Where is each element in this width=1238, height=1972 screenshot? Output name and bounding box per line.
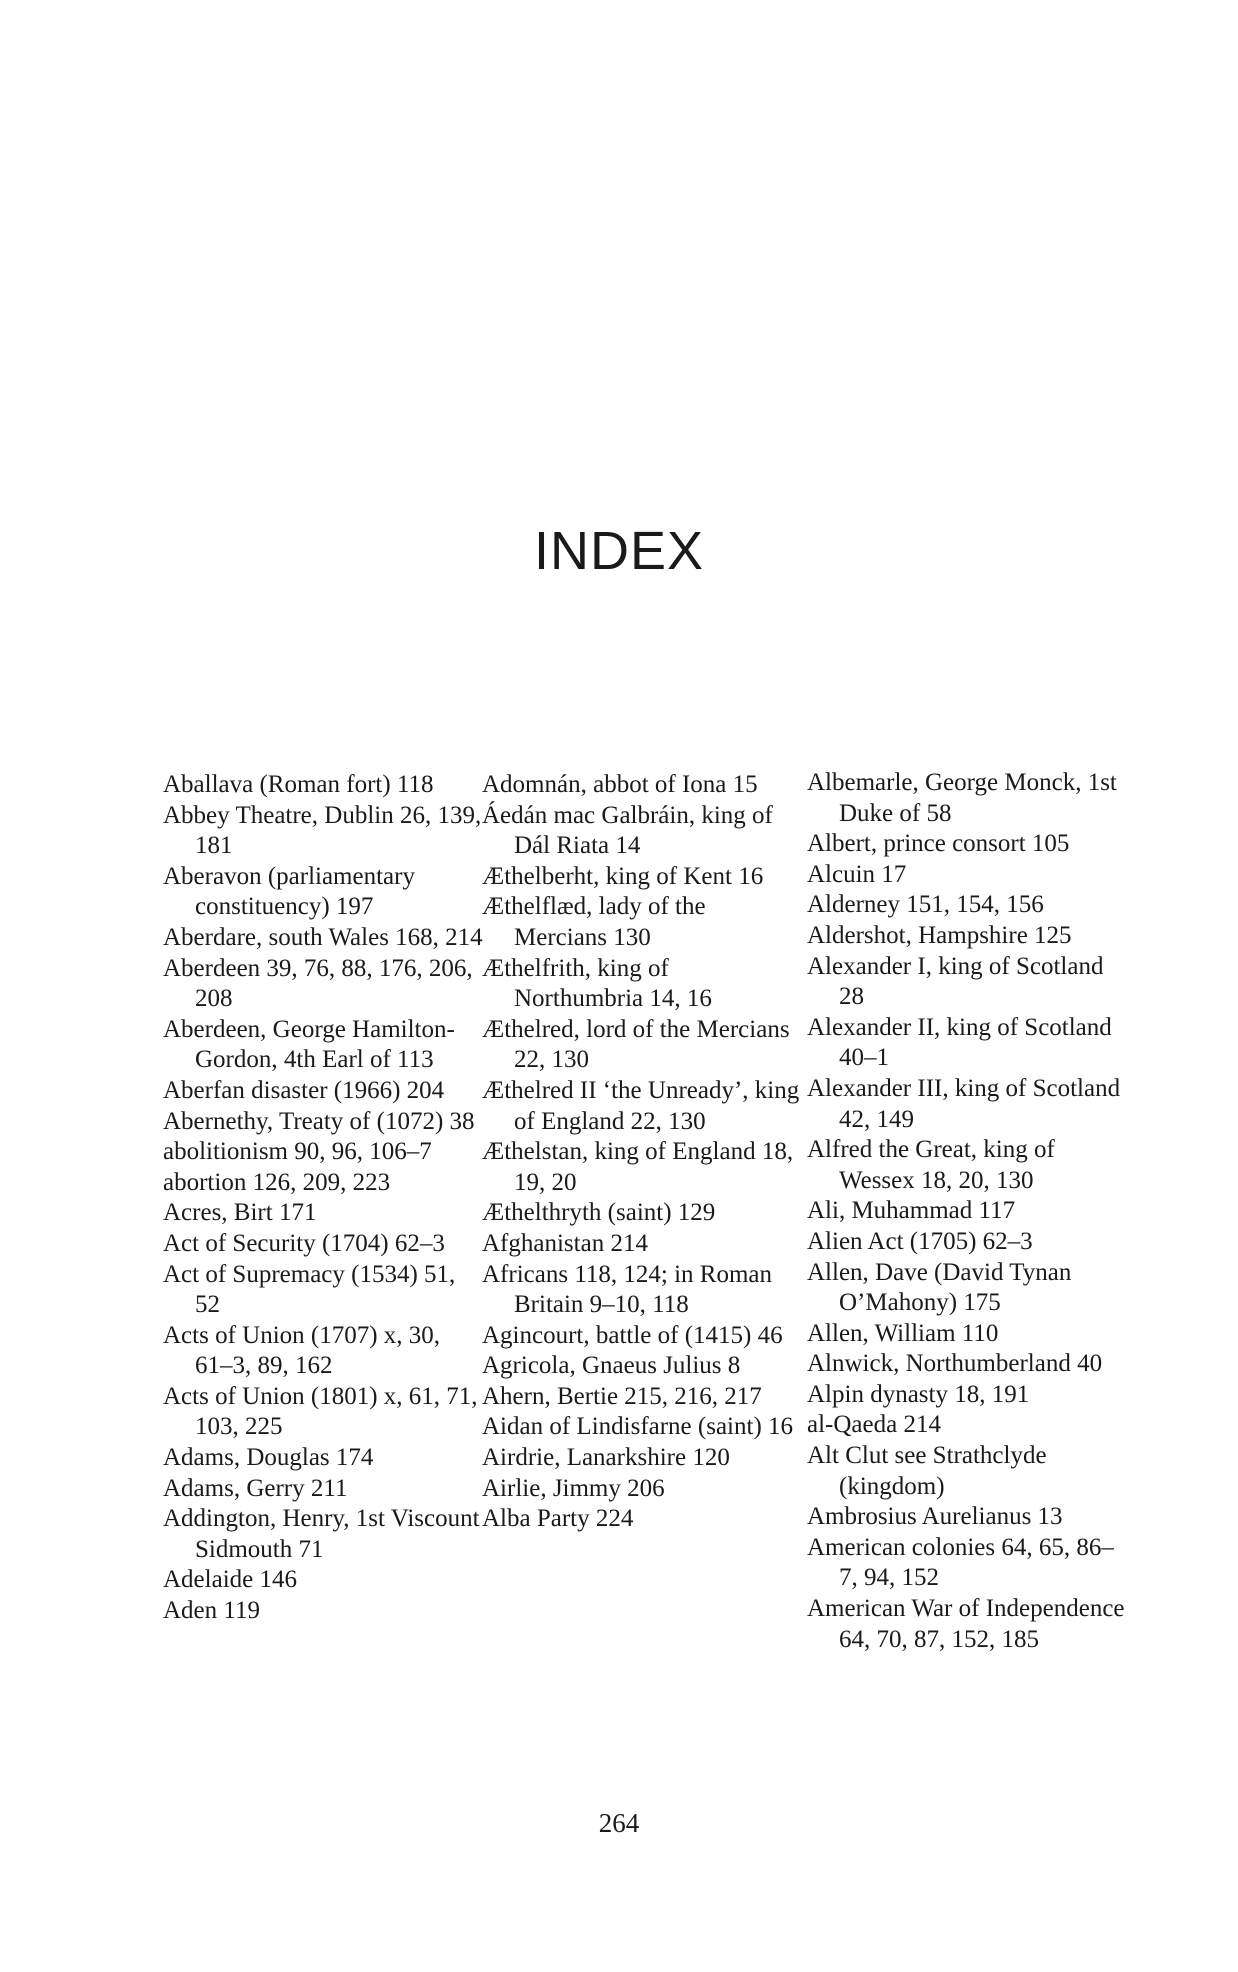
index-entry: Airlie, Jimmy 206 [482,1474,665,1502]
index-entry: Act of Supremacy (1534) 51, 52 [163,1260,456,1319]
index-entry: Abernethy, Treaty of (1072) 38 [163,1107,475,1135]
index-entry: Afghanistan 214 [482,1229,648,1257]
index-entry: Allen, William 110 [807,1319,999,1347]
index-entry: Æthelfrith, king of Northumbria 14, 16 [482,954,712,1013]
index-entry: Alpin dynasty 18, 191 [807,1380,1030,1408]
index-column-1 [163,770,483,1627]
index-entry: Alien Act (1705) 62–3 [807,1227,1033,1255]
index-entry: Alt Clut see Strathclyde (kingdom) [807,1442,1047,1500]
page-number: 264 [598,1808,640,1838]
index-entry: Aldershot, Hampshire 125 [807,921,1072,949]
index-entry: Æthelred, lord of the Mercians 22, 130 [482,1015,790,1074]
index-entry: Aden 119 [163,1597,260,1625]
index-entry: Ahern, Bertie 215, 216, 217 [482,1382,762,1410]
index-entry: Ali, Muhammad 117 [807,1197,1016,1225]
index-entry: Albert, prince consort 105 [807,830,1070,858]
index-entry: Alnwick, Northumberland 40 [807,1350,1103,1378]
index-entry: Alderney 151, 154, 156 [807,891,1044,919]
index-entry: abolitionism 90, 96, 106–7 [163,1138,432,1166]
index-entry: Æthelthryth (saint) 129 [482,1199,716,1227]
index-entry: Ambrosius Aurelianus 13 [807,1503,1063,1531]
index-entry: Aberdeen, George Hamilton-Gordon, 4th Earl of 113 [163,1015,455,1074]
index-entry: Aballava (Roman fort) 118 [163,771,434,798]
index-entry: Alexander I, king of Scotland 28 [807,952,1104,1011]
index-entry: Africans 118, 124; in Roman Britain 9–10, 118 [482,1260,773,1319]
index-entry: Æthelflæd, lady of the Mercians 130 [482,893,706,951]
index-entry: Æthelberht, king of Kent 16 [482,862,764,890]
index-entry: Áedán mac Galbráin, king of Dál Riata 14 [482,801,773,860]
index-entry: Aberdare, south Wales 168, 214 [163,923,483,951]
index-entry: Æthelred II ‘the Unready’, king of England 22, 130 [482,1076,800,1135]
index-entry: Alba Party 224 [482,1505,634,1533]
index-entry: Acts of Union (1801) x, 61, 71, 103, 225 [163,1382,478,1441]
index-entry: abortion 126, 209, 223 [163,1168,391,1196]
index-entry: American colonies 64, 65, 86–7, 94, 152 [807,1533,1114,1592]
index-entry: Adams, Gerry 211 [163,1474,348,1502]
index-entry: Allen, Dave (David Tynan O’Mahony) 175 [807,1258,1072,1317]
index-column-3 [807,768,1127,1655]
index-entry: Addington, Henry, 1st Viscount Sidmouth 71 [163,1505,480,1563]
index-entry: Alexander II, king of Scotland 40–1 [807,1013,1112,1072]
index-entry: Act of Security (1704) 62–3 [163,1229,445,1257]
index-entry: Alcuin 17 [807,860,907,888]
index-entry: Acts of Union (1707) x, 30, 61–3, 89, 162 [163,1321,441,1380]
index-entry: al-Qaeda 214 [807,1411,941,1439]
index-entry: Aberfan disaster (1966) 204 [163,1076,445,1104]
index-entry: Aberavon (parliamentary constituency) 197 [163,862,415,921]
index-entry: Acres, Birt 171 [163,1199,317,1227]
index-entry: Adams, Douglas 174 [163,1444,374,1472]
index-entry: Aberdeen 39, 76, 88, 176, 206, 208 [163,954,473,1013]
index-entry: Æthelstan, king of England 18, 19, 20 [482,1138,794,1196]
page-title: INDEX [533,521,705,581]
index-entry: Adomnán, abbot of Iona 15 [482,771,758,798]
index-entry: Agincourt, battle of (1415) 46 [482,1321,783,1349]
index-entry: Agricola, Gnaeus Julius 8 [482,1352,741,1380]
index-entry: Adelaide 146 [163,1566,297,1594]
index-column-2 [482,770,802,1535]
index-entry: Abbey Theatre, Dublin 26, 139, 181 [163,801,482,860]
index-entry: Alexander III, king of Scotland 42, 149 [807,1074,1121,1133]
index-entry: Alfred the Great, king of Wessex 18, 20, 130 [807,1136,1055,1194]
index-entry: Aidan of Lindisfarne (saint) 16 [482,1413,794,1441]
index-entry: American War of Independence 64, 70, 87, 152, 185 [807,1595,1125,1653]
index-entry: Albemarle, George Monck, 1st Duke of 58 [807,769,1117,827]
index-entry: Airdrie, Lanarkshire 120 [482,1444,730,1472]
